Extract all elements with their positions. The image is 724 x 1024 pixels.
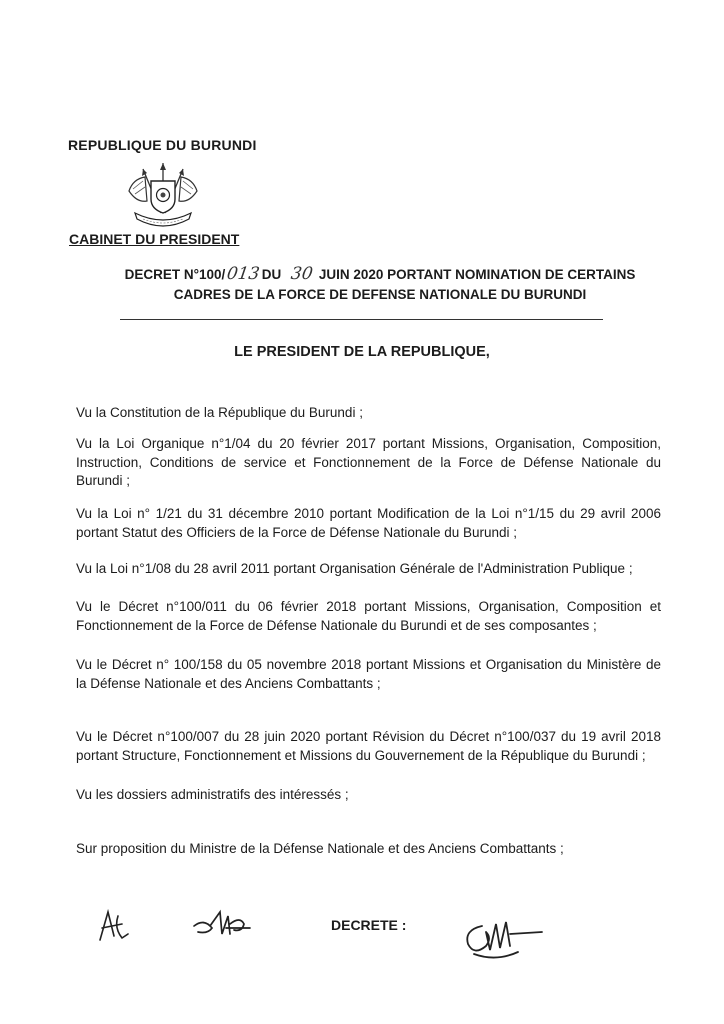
decrete-label: DECRETE : [331,917,407,933]
decree-du: DU [261,267,282,282]
decree-title-line-2: CADRES DE LA FORCE DE DEFENSE NATIONALE DU BURUNDI [173,287,587,302]
decree-title-line-1 [100,264,660,285]
handwritten-decree-day: 30 [289,264,315,284]
paragraph-organic-law: Vu la Loi Organique n°1/04 du 20 février 2017 portant Missions, Organisation, Composition, Instruction, Conditions de service et Fonctionnement de la Force de Défense Nationale du Burundi ; [76,436,661,488]
title-divider [120,319,603,320]
cabinet-heading: CABINET DU PRESIDENT [69,231,240,247]
decree-title-rest: JUIN 2020 PORTANT NOMINATION DE CERTAINS [318,267,636,282]
paragraph-fdn-decree: Vu le Décret n°100/011 du 06 février 2018 portant Missions, Organisation, Composition et Fonctionnement de la Force de Défense Nationale du Burundi et de ses composantes ; [76,599,661,633]
decree-prefix: DECRET N°100/ [124,267,226,282]
paragraph-minister-proposal: Sur proposition du Ministre de la Défense Nationale et des Anciens Combattants ; [76,841,564,856]
republic-heading: REPUBLIQUE DU BURUNDI [68,137,257,153]
initials-signature-2 [190,904,254,944]
president-heading: LE PRESIDENT DE LA REPUBLIQUE, [234,344,490,360]
paragraph-constitution: Vu la Constitution de la République du Burundi ; [76,405,363,420]
paragraph-government-decree: Vu le Décret n°100/007 du 28 juin 2020 portant Révision du Décret n°100/037 du 19 avril 2018 portant Structure, Fonctionnement et Missions du Gouvernement de la République du Burundi ; [76,729,661,763]
paragraph-administrative-files: Vu les dossiers administratifs des intéressés ; [76,787,349,802]
paragraph-officers-statute: Vu la Loi n° 1/21 du 31 décembre 2010 portant Modification de la Loi n°1/15 du 29 avril 2006 portant Statut des Officiers de la Force de Défense Nationale du Burundi ; [76,506,661,540]
presidential-signature [456,906,546,966]
decree-title [100,264,660,305]
initials-signature-1 [92,906,132,946]
paragraph-ministry-decree: Vu le Décret n° 100/158 du 05 novembre 2018 portant Missions et Organisation du Ministère de la Défense Nationale et des Anciens Combattants ; [76,657,661,691]
coat-of-arms-icon [123,161,203,235]
paragraph-public-administration: Vu la Loi n°1/08 du 28 avril 2011 portant Organisation Générale de l'Administration Publique ; [76,561,633,576]
letterhead [68,137,268,247]
handwritten-decree-number: 013 [225,264,262,284]
